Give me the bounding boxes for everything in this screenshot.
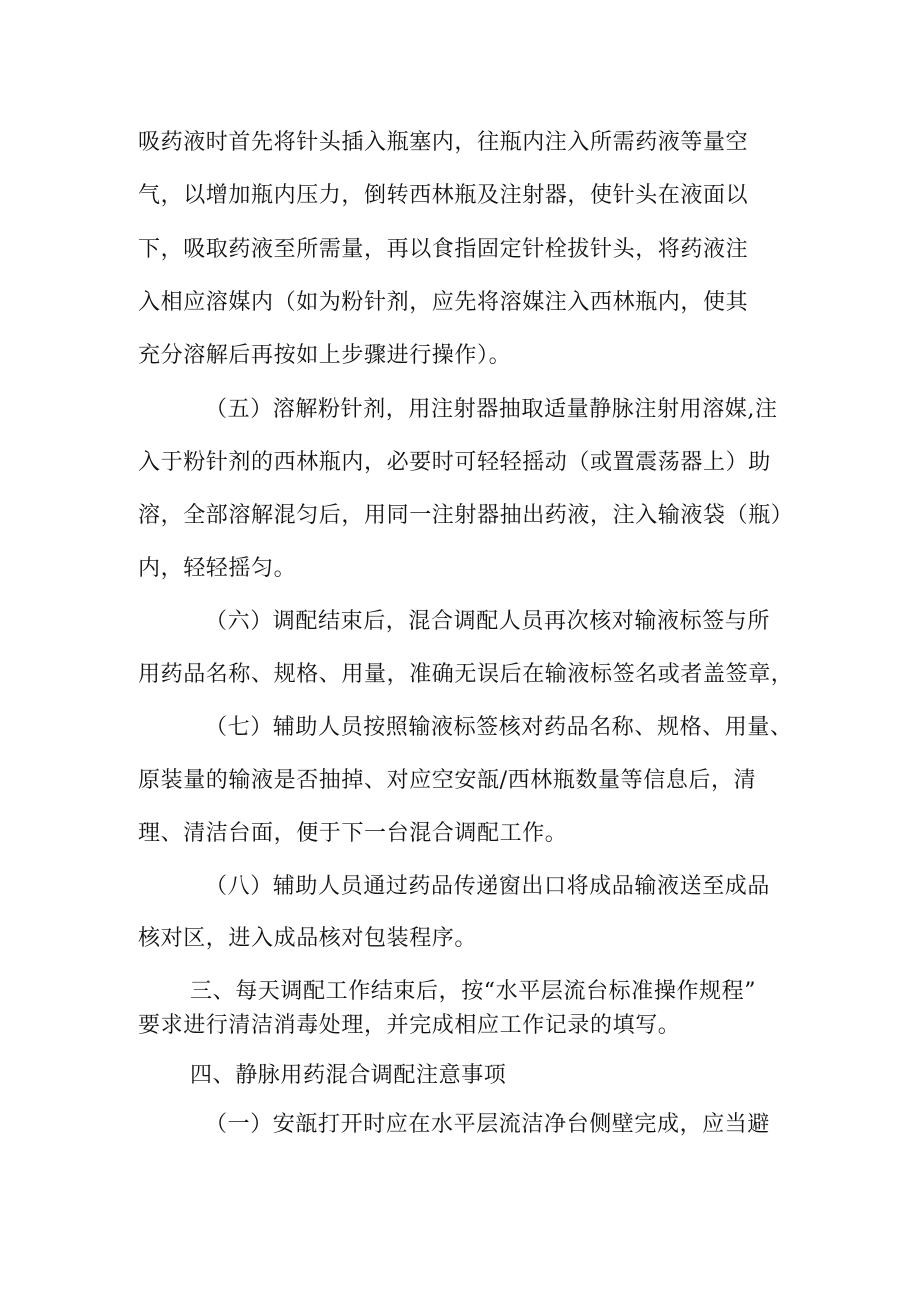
paragraph-line: （一）安瓿打开时应在水平层流洁净台侧壁完成，应当避 <box>205 1112 771 1137</box>
section-heading-line: 三、每天调配工作结束后，按“水平层流台标准操作规程” <box>190 979 757 1004</box>
paragraph-line: （六）调配结束后，混合调配人员再次核对输液标签与所 <box>205 609 771 634</box>
paragraph-line: 充分溶解后再按如上步骤进行操作）。 <box>138 343 512 368</box>
paragraph-line: 入相应溶媒内（如为粉针剂，应先将溶媒注入西林瓶内，使其 <box>138 290 749 315</box>
paragraph-line: 要求进行清洁消毒处理，并完成相应工作记录的填写。 <box>138 1013 681 1038</box>
paragraph-line: （五）溶解粉针剂，用注射器抽取适量静脉注射用溶媒,注 <box>205 397 778 422</box>
paragraph-line: （八）辅助人员通过药品传递窗出口将成品输液送至成品 <box>205 874 771 899</box>
paragraph-line: （七）辅助人员按照输液标签核对药品名称、规格、用量、 <box>205 715 793 740</box>
section-heading: 四、静脉用药混合调配注意事项 <box>190 1063 507 1088</box>
paragraph-line: 内，轻轻摇匀。 <box>138 556 297 581</box>
paragraph-line: 用药品名称、规格、用量，准确无误后在输液标签名或者盖签章， <box>138 662 794 687</box>
paragraph-line: 入于粉针剂的西林瓶内，必要时可轻轻摇动（或置震荡器上）助 <box>138 450 771 475</box>
paragraph-line: 理、清洁台面，便于下一台混合调配工作。 <box>138 821 568 846</box>
paragraph-line: 核对区，进入成品核对包装程序。 <box>138 926 478 951</box>
paragraph-line: 原装量的输液是否抽掉、对应空安瓿/西林瓶数量等信息后，清 <box>138 768 757 793</box>
paragraph-line: 气，以增加瓶内压力，倒转西林瓶及注射器，使针头在液面以 <box>138 183 749 208</box>
paragraph-line: 溶，全部溶解混匀后，用同一注射器抽出药液，注入输液袋（瓶） <box>138 503 794 528</box>
paragraph-line: 吸药液时首先将针头插入瓶塞内，往瓶内注入所需药液等量空 <box>138 130 749 155</box>
paragraph-line: 下，吸取药液至所需量，再以食指固定针栓拔针头，将药液注 <box>138 237 749 262</box>
